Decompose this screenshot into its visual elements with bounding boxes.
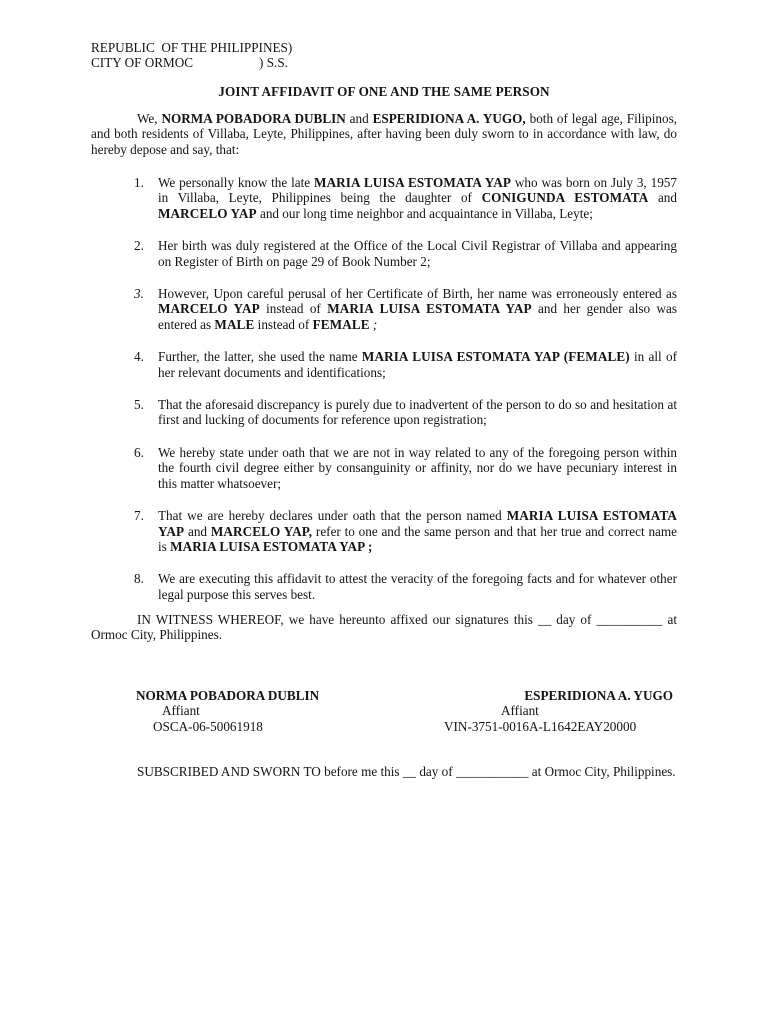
bold-text: MARIA LUISA ESTOMATA YAP bbox=[327, 301, 532, 317]
text: Further, the latter, she used the name bbox=[158, 349, 362, 365]
item-text bbox=[158, 571, 677, 602]
list-item bbox=[91, 286, 677, 332]
bold-text: CONIGUNDA ESTOMATA bbox=[481, 190, 649, 206]
item-number: 1. bbox=[134, 175, 144, 190]
text: and our long time neighbor and acquaintance in Villaba, Leyte; bbox=[256, 205, 593, 221]
affiant-name-2: ESPERIDIONA A. YUGO, bbox=[372, 111, 526, 126]
signatory-role: Affiant bbox=[162, 703, 200, 719]
bold-text: ; bbox=[364, 538, 373, 554]
item-text bbox=[158, 286, 677, 332]
list-item bbox=[91, 175, 677, 221]
item-number: 4. bbox=[134, 349, 144, 365]
signatory-name: NORMA POBADORA DUBLIN bbox=[136, 688, 320, 703]
item-text bbox=[158, 238, 677, 269]
bold-text: MARCELO YAP bbox=[158, 301, 260, 317]
text: and bbox=[184, 523, 211, 539]
item-number: 6. bbox=[134, 444, 144, 460]
document-title: JOINT AFFIDAVIT OF ONE AND THE SAME PERSON bbox=[218, 84, 550, 99]
intro-text: both of legal age, Filipinos, and both residents of Villaba, Leyte, Philippines, after having been duly sworn to in accordance with law, do hereby depose and say, that: bbox=[91, 111, 678, 157]
text: who was born on July 3, 1957 in Villaba, Leyte, Philippines being the daughter of bbox=[158, 175, 677, 206]
witness-paragraph: IN WITNESS WHEREOF, we have hereunto affixed our signatures this __ day of __________ at Ormoc City, Philippines. bbox=[91, 612, 677, 643]
text: in all of her relevant documents and identifications; bbox=[158, 349, 677, 380]
text: instead of bbox=[254, 316, 313, 332]
text: instead of bbox=[259, 301, 328, 317]
bold-text: MARCELO YAP, bbox=[210, 523, 313, 539]
list-item bbox=[91, 508, 677, 554]
text: We hereby state under oath that we are not in way related to any of the foregoing person within the fourth civil degree either by consanguinity or affinity, nor do we have pecuniary interest in this matter whatsoever; bbox=[158, 444, 677, 491]
text: ; bbox=[369, 316, 378, 332]
text: and her gender also was entered as bbox=[158, 301, 678, 332]
item-number: 2. bbox=[134, 238, 144, 254]
text: That the aforesaid discrepancy is purely due to inadvertent of the person to do so and hesitation at first and lucking of documents for reference upon registration; bbox=[158, 397, 677, 428]
bold-text: MARCELO YAP bbox=[158, 205, 257, 221]
signatory-name: ESPERIDIONA A. YUGO bbox=[524, 688, 673, 703]
jurat-paragraph: SUBSCRIBED AND SWORN TO before me this __ day of ___________ at Ormoc City, Philippines. bbox=[137, 764, 676, 779]
text: and bbox=[648, 190, 677, 206]
bold-text: MARIA LUISA ESTOMATA YAP bbox=[314, 175, 511, 190]
signatory-id: VIN-3751-0016A-L1642EAY20000 bbox=[444, 718, 637, 734]
list-item bbox=[91, 445, 677, 491]
bold-text: MARIA LUISA ESTOMATA YAP bbox=[170, 538, 365, 554]
list-item bbox=[91, 349, 677, 380]
intro-text: We, bbox=[137, 111, 162, 126]
header-republic: REPUBLIC OF THE PHILIPPINES) bbox=[91, 40, 293, 55]
item-text bbox=[158, 397, 677, 428]
bold-text: MARIA LUISA ESTOMATA YAP (FEMALE) bbox=[361, 349, 630, 365]
text: Her birth was duly registered at the Office of the Local Civil Registrar of Villaba and appearing on Register of Birth on page 29 of Book Number 2; bbox=[158, 238, 677, 269]
item-number: 5. bbox=[134, 397, 144, 413]
affiant-name-1: NORMA POBADORA DUBLIN bbox=[161, 111, 346, 126]
text: refer to one and the same person and that her true and correct name is bbox=[158, 523, 677, 554]
list-item bbox=[91, 571, 677, 602]
item-text bbox=[158, 445, 677, 491]
list-item bbox=[91, 238, 677, 269]
signatory-role: Affiant bbox=[501, 703, 539, 719]
text: We are executing this affidavit to attest the veracity of the foregoing facts and for whatever other legal purpose this serves best. bbox=[158, 571, 677, 602]
intro-paragraph bbox=[91, 111, 677, 157]
header-city: CITY OF ORMOC ) S.S. bbox=[91, 55, 288, 70]
item-number: 3. bbox=[134, 286, 144, 302]
item-text bbox=[158, 349, 677, 380]
signatory-id: OSCA-06-50061918 bbox=[153, 718, 263, 734]
list-item bbox=[91, 397, 677, 428]
text: We personally know the late bbox=[158, 175, 315, 190]
signature-block-2 bbox=[440, 688, 680, 734]
signature-block-1 bbox=[91, 688, 381, 734]
item-text bbox=[158, 508, 677, 554]
item-text bbox=[158, 175, 677, 221]
bold-text: MALE bbox=[214, 316, 255, 332]
item-number: 7. bbox=[134, 508, 144, 524]
numbered-list bbox=[91, 175, 677, 619]
text: That we are hereby declares under oath that the person named bbox=[158, 508, 507, 524]
item-number: 8. bbox=[134, 571, 144, 587]
intro-text: and bbox=[345, 111, 373, 126]
bold-text: FEMALE bbox=[312, 316, 370, 332]
bold-text: MARIA LUISA ESTOMATA YAP bbox=[158, 508, 677, 539]
text: However, Upon careful perusal of her Certificate of Birth, her name was erroneously entered as bbox=[158, 286, 677, 302]
